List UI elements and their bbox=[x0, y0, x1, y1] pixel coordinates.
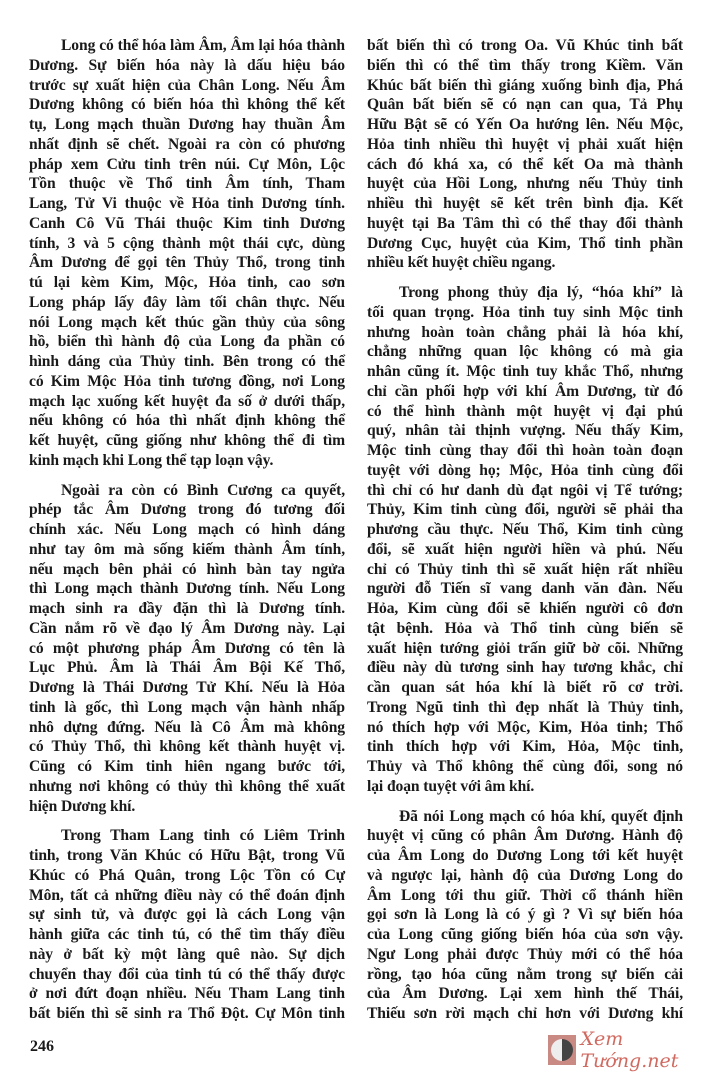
text-line: Tồn thuộc về Thổ tinh Âm tính, Tham bbox=[29, 175, 345, 193]
text-line: chính xác. Nếu Long mạch có hình dáng bbox=[29, 521, 345, 538]
text-line: trước sự xuất hiện của Chân Long. Nếu Âm bbox=[29, 76, 345, 94]
text-line: chuyển thay đổi của tinh tú có thể thấy được bbox=[29, 965, 345, 983]
text-line: tật bệnh. Hỏa và Thổ tinh cùng biến sẽ bbox=[367, 619, 683, 637]
text-line: có thể hình thành một huyệt vị đại phú bbox=[367, 402, 683, 420]
text-line: Âm Long tới thu giữ. Thời cổ thánh hiền bbox=[367, 886, 683, 904]
text-line: tuyệt với dòng họ; Mộc, Hỏa tinh cùng đổi bbox=[367, 461, 683, 479]
paragraph bbox=[29, 826, 345, 1024]
text-line: Cần nắm rõ về đạo lý Âm Dương này. Lại bbox=[29, 619, 345, 637]
text-line: Trong phong thủy địa lý, “hóa khí” là bbox=[399, 284, 683, 301]
text-line: nhân cũng ít. Mộc tinh tuy khắc Thổ, nhưng bbox=[367, 363, 683, 380]
text-line: có Thủy Thổ, thì không kết thành huyệt vị. bbox=[29, 738, 345, 756]
text-line: hồ, biển thì hành độ của Long đa phần có bbox=[29, 333, 345, 351]
paragraph bbox=[29, 481, 345, 817]
text-line: mạch sinh ra đầy đặn thì là Dương tính. bbox=[29, 600, 345, 617]
text-line: chẳng những quan lộc không có mà gia bbox=[367, 343, 683, 361]
text-line: hình dáng của Thủy tinh. Bên trong có thể bbox=[29, 353, 345, 370]
text-line: Quân bất biến sẽ có nạn can qua, Tả Phụ bbox=[367, 96, 683, 114]
paragraph bbox=[367, 36, 683, 273]
text-line: cách đó khá xa, có thể kết Oa mà thành bbox=[367, 155, 683, 173]
text-line: Thủy, Kim tinh cùng đổi, người sẽ phải tha bbox=[367, 501, 683, 519]
text-line: Mộc tinh cùng thay đổi thì hoàn toàn đoạn bbox=[367, 442, 683, 459]
text-line: thì chỉ có hư danh dù đạt ngôi vị Tể tướng; bbox=[367, 481, 683, 499]
text-line: Dương là Thái Dương Tử Khí. Nếu là Hỏa bbox=[29, 679, 345, 696]
text-line: Lục Phủ. Âm là Thái Âm Bội Kế Thổ, bbox=[29, 659, 345, 677]
text-line: hành giữa các tinh tú, có thể tìm thấy điều bbox=[29, 926, 345, 943]
text-line: mạch lạc xuống kết huyệt đa số ở dưới thấp, bbox=[29, 392, 345, 410]
text-line: phép tắc Âm Dương trong đó tương đối bbox=[29, 501, 345, 519]
paragraph bbox=[29, 36, 345, 471]
text-line: nhưng nơi không có thủy thì không thể xuất bbox=[29, 777, 345, 795]
text-line: như tay ôm mà sống kiếm thành Âm tính, bbox=[29, 540, 345, 558]
text-line: lại đoạn tuyệt với âm khí. bbox=[367, 777, 535, 795]
paragraph bbox=[367, 807, 683, 1024]
text-line: có Kim Mộc Hỏa tinh tương đồng, nơi Long bbox=[29, 372, 345, 390]
page-number: 246 bbox=[30, 1038, 54, 1055]
text-line: tinh, trong Văn Khúc có Hữu Bật, trong Vũ bbox=[29, 847, 345, 864]
text-line: huyệt của Hồi Long, nhưng nếu Thủy tinh bbox=[367, 175, 683, 193]
text-line: Khúc bất biến thì giáng xuống bình địa, Phá bbox=[367, 76, 683, 94]
text-line: chỉ cần phối hợp với khí Âm Dương, từ đó bbox=[367, 382, 683, 400]
text-line: của Âm Dương. Lại xem hình thế Thái, bbox=[367, 985, 683, 1003]
yin-yang-icon bbox=[548, 1035, 576, 1065]
text-line: đổi, sẽ xuất hiện người hiền và phú. Nếu bbox=[367, 540, 683, 558]
text-line: Hỏa tinh nhiều thì huyệt vị phải xuất hiện bbox=[367, 135, 683, 153]
right-column bbox=[367, 36, 683, 1034]
text-line: kinh mạch khi Long thể tạp loạn vậy. bbox=[29, 451, 274, 469]
text-line: phương cầu thực. Nếu Thổ, Kim tinh cùng bbox=[367, 521, 683, 538]
text-line: Long pháp lấy đây làm tối chân thực. Nếu bbox=[29, 293, 345, 311]
text-line: có một phương pháp Âm Dương có tên là bbox=[29, 639, 345, 657]
text-line: nhiều kết huyệt chiều ngang. bbox=[367, 254, 556, 272]
text-line: ở nơi đứt đoạn nhiều. Nếu Tham Lang tinh bbox=[29, 985, 345, 1003]
text-line: nó thích hợp với Mộc, Kim, Hỏa tinh; Thổ bbox=[367, 718, 683, 736]
text-line: Đã nói Long mạch có hóa khí, quyết định bbox=[399, 807, 683, 825]
text-line: Dương. Sự biến hóa này là dấu hiệu báo bbox=[29, 56, 345, 74]
text-line: Lang, Tử Vi thuộc về Hỏa tinh Dương tính. bbox=[29, 195, 345, 212]
text-line: Ngư Long phải được Thủy mới có thể hóa bbox=[367, 945, 683, 963]
text-line: cần quan sát hóa khí là biết rõ cơ trời. bbox=[367, 679, 683, 696]
text-line: Thủy và Thổ không thể cùng đổi, song nó bbox=[367, 758, 683, 775]
text-line: Canh Cô Vũ Thái thuộc Kim tinh Dương bbox=[29, 214, 345, 232]
text-line: Hỏa, Kim cùng đổi sẽ khiến người cô đơn bbox=[367, 600, 683, 617]
text-line: chỉ có Thủy tinh thì sẽ xuất hiện rất nhiều bbox=[367, 560, 683, 578]
text-line: Ngoài ra còn có Bình Cương ca quyết, bbox=[61, 481, 345, 499]
text-line: Dương không có biến hóa thì không thể kết bbox=[29, 96, 345, 114]
text-line: nhất định sẽ chết. Ngoài ra còn có phương bbox=[29, 135, 345, 153]
left-column bbox=[29, 36, 345, 1034]
text-line: này ở bất kỳ một làng quê nào. Sự dịch bbox=[29, 945, 345, 963]
text-line: huyệt tại Ba Tâm thì có thể thay đổi thành bbox=[367, 214, 683, 232]
text-line: quý, nhân tài thịnh vượng. Nếu thấy Kim, bbox=[367, 422, 683, 440]
text-line: tú lại kèm Kim, Mộc, Hỏa tinh, cao sơn bbox=[29, 274, 345, 291]
text-line: người đỗ Tiến sĩ vang danh văn đàn. Nếu bbox=[367, 580, 683, 598]
text-line: Âm Dương để gọi tên Thủy Thổ, trong tinh bbox=[29, 254, 345, 272]
text-line: của Long cũng giống biến hóa của sơn vậy. bbox=[367, 926, 683, 943]
text-line: Long có thể hóa làm Âm, Âm lại hóa thành bbox=[61, 37, 345, 54]
text-line: Môn, tất cả những điều này có thể đoán định bbox=[29, 886, 345, 904]
paragraph bbox=[367, 283, 683, 797]
text-line: nhưng hoàn toàn chẳng phải là hóa khí, bbox=[367, 323, 683, 341]
text-line: Hữu Bật sẽ có Yến Oa hướng lên. Nếu Mộc, bbox=[367, 116, 683, 133]
text-line: huyệt vị cũng có phân Âm Dương. Hành độ bbox=[367, 827, 683, 845]
text-line: bất biến thì có trong Oa. Vũ Khúc tinh bất bbox=[367, 37, 683, 54]
text-line: hiện Dương khí. bbox=[29, 797, 136, 815]
text-line: nhô dựng đứng. Nếu là Cô Âm mà không bbox=[29, 718, 345, 736]
text-line: tụ, Long mạch thuần Dương hay thuần Âm bbox=[29, 116, 345, 133]
text-line: tính, 3 và 5 cộng thành một thái cực, dùng bbox=[29, 234, 345, 252]
text-line: biến thì có thể tìm thấy trong Kiềm. Văn bbox=[367, 56, 683, 74]
text-line: điều này dù tương sinh hay tương khắc, chỉ bbox=[367, 659, 683, 677]
text-line: tinh thích hợp với Kim, Hỏa, Mộc tinh, bbox=[367, 738, 683, 756]
text-line: nếu mạch bên phải có hình bàn tay ngửa bbox=[29, 560, 345, 578]
watermark-logo bbox=[548, 1028, 711, 1072]
text-line: của Âm Long do Dương Long tới kết huyệt bbox=[367, 847, 683, 864]
text-line: rồng, tạo hóa cũng nằm trong sự biến cải bbox=[367, 965, 683, 983]
text-line: Trong Ngũ tinh thì đẹp nhất là Thủy tinh, bbox=[367, 698, 683, 716]
text-line: nhiều thì huyệt sẽ kết trên bình địa. Kết bbox=[367, 195, 683, 212]
text-line: Trong Tham Lang tinh có Liêm Trinh bbox=[61, 827, 345, 845]
text-line: nếu không có hóa thì nhất định không thể bbox=[29, 412, 345, 430]
text-line: sự sinh tử, và được gọi là cách Long vận bbox=[29, 906, 345, 924]
text-line: bất biến thì sẽ sinh ra Thổ Đột. Cự Môn tinh bbox=[29, 1005, 345, 1022]
text-line: pháp xem Cửu tinh trên núi. Cự Môn, Lộc bbox=[29, 155, 345, 173]
text-line: và ngược lại, hành độ của Dương Long do bbox=[367, 866, 683, 884]
text-line: Thiếu sơn rời mạch chỉ hơn với Dương khí bbox=[367, 1005, 683, 1022]
text-line: Cũng có Kim tinh hiên ngang bước tới, bbox=[29, 758, 345, 775]
text-line: Khúc có Phá Quân, trong Lộc Tồn có Cự bbox=[29, 866, 345, 884]
text-line: tinh là gốc, thì Long mạch vận hành nhấp bbox=[29, 698, 345, 716]
text-line: Dương Cục, huyệt của Kim, Thổ tinh phần bbox=[367, 234, 683, 252]
watermark-text: Xem Tướng.net bbox=[580, 1028, 679, 1072]
text-line: tối quan trọng. Hỏa tinh tuy sinh Mộc tinh bbox=[367, 303, 683, 321]
text-line: nói Long mạch kết thúc gần thủy của sông bbox=[29, 313, 345, 331]
text-line: xuất hiện tướng giỏi trấn giữ bờ cõi. Những bbox=[367, 639, 683, 657]
text-line: thì Long mạch thành Dương tính. Nếu Long bbox=[29, 580, 345, 598]
text-line: gọi sơn là Long là có ý gì ? Vì sự biến hóa bbox=[367, 906, 683, 924]
text-line: kết huyệt, cũng giống như không thể đi tìm bbox=[29, 432, 345, 449]
